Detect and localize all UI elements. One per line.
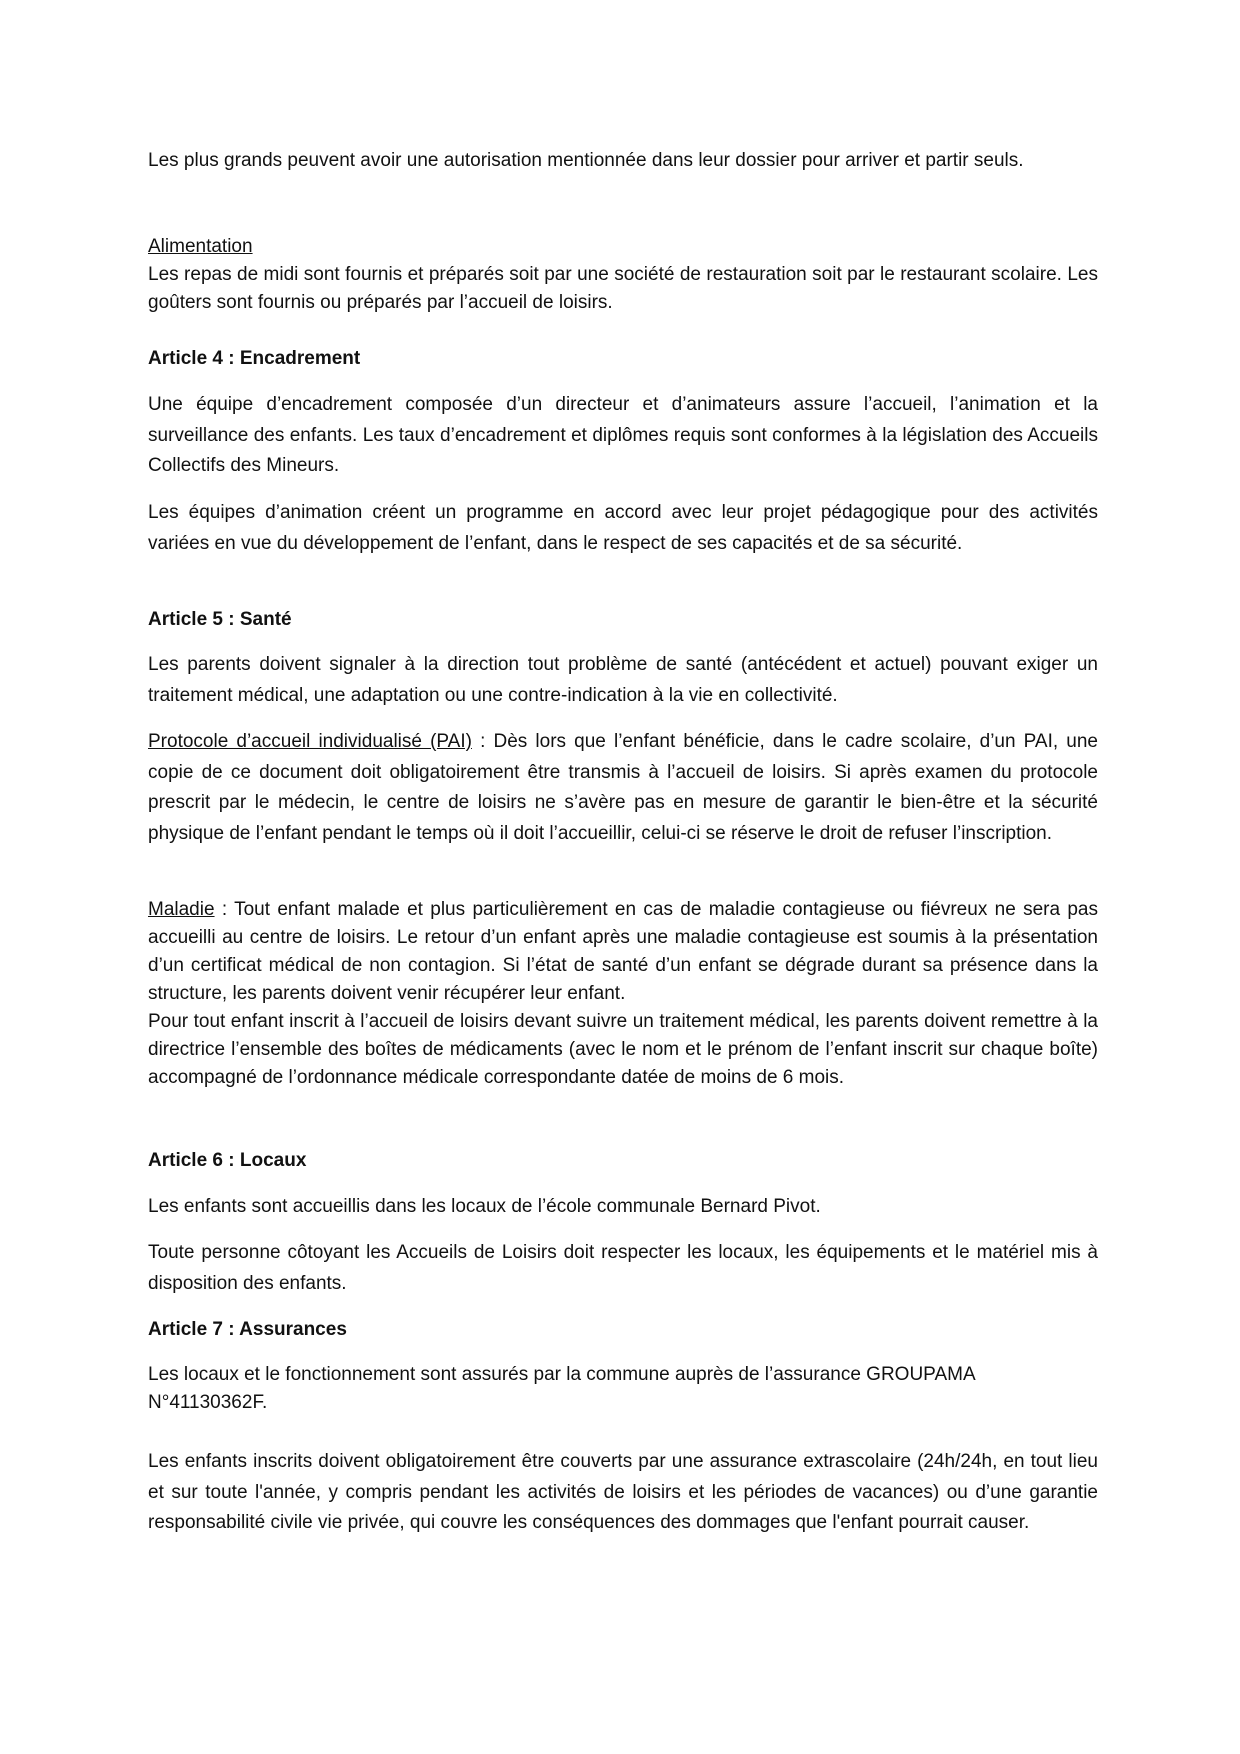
alimentation-text: Les repas de midi sont fournis et préparés soit par une société de restauration soit par le restaurant scolaire. Les goûters sont fournis ou préparés par l’accueil de loisirs. <box>148 264 1098 313</box>
article-5-text-1: Les parents doivent signaler à la direction tout problème de santé (antécédent et actuel) pouvant exiger un traitement médical, une adaptation ou une contre-indication à la vie en collectivité. <box>148 654 1098 706</box>
intro-paragraph <box>148 147 1098 175</box>
article-5-paragraph-1 <box>148 650 1098 711</box>
pai-paragraph <box>148 727 1098 849</box>
article-6-title: Article 6 : Locaux <box>148 1150 307 1171</box>
article-7-text-2: Les enfants inscrits doivent obligatoirement être couverts par une assurance extrascolaire (24h/24h, en tout lieu et sur toute l'année, y compris pendant les activités de loisirs et les périodes de vacances) ou d’une garantie responsabilité civile vie privée, qui couvre les conséquences des dommages que l'enfant pourrait causer. <box>148 1451 1098 1533</box>
article-6-paragraph-1 <box>148 1192 1098 1223</box>
intro-text: Les plus grands peuvent avoir une autorisation mentionnée dans leur dossier pour arriver et partir seuls. <box>148 150 1024 171</box>
article-7-paragraph-1 <box>148 1361 1048 1417</box>
article-4-title: Article 4 : Encadrement <box>148 348 361 369</box>
article-7-title: Article 7 : Assurances <box>148 1319 347 1340</box>
pai-label: Protocole d’accueil individualisé (PAI) <box>148 731 472 752</box>
article-7-paragraph-2 <box>148 1447 1098 1539</box>
article-7-text-1: Les locaux et le fonctionnement sont assurés par la commune auprès de l’assurance GROUPAMA N°41130362F. <box>148 1364 975 1413</box>
alimentation-heading: Alimentation <box>148 236 253 257</box>
alimentation-section <box>148 233 1098 317</box>
traitement-text: Pour tout enfant inscrit à l’accueil de loisirs devant suivre un traitement médical, les parents doivent remettre à la directrice l’ensemble des boîtes de médicaments (avec le nom et le prénom de l’enfant inscrit sur chaque boîte) accompagné de l’ordonnance médicale correspondante datée de moins de 6 mois. <box>148 1011 1098 1088</box>
article-6-paragraph-2 <box>148 1238 1098 1299</box>
article-4-text-1: Une équipe d’encadrement composée d’un directeur et d’animateurs assure l’accueil, l’animation et la surveillance des enfants. Les taux d’encadrement et diplômes requis sont conformes à la législation des Accueils Collectifs des Mineurs. <box>148 394 1098 476</box>
article-6-text-1: Les enfants sont accueillis dans les locaux de l’école communale Bernard Pivot. <box>148 1196 821 1217</box>
article-4-paragraph-2 <box>148 498 1098 559</box>
maladie-text: : Tout enfant malade et plus particulièrement en cas de maladie contagieuse ou fiévreux ne sera pas accueilli au centre de loisirs. Le retour d’un enfant après une maladie contagieuse est soumis à la présentation d’un certificat médical de non contagion. Si l’état de santé d’un enfant se dégrade durant sa présence dans la structure, les parents doivent venir récupérer leur enfant. <box>148 899 1098 1004</box>
article-6-text-2: Toute personne côtoyant les Accueils de Loisirs doit respecter les locaux, les équipements et le matériel mis à disposition des enfants. <box>148 1242 1098 1294</box>
article-4-paragraph-1 <box>148 390 1098 482</box>
article-4-text-2: Les équipes d’animation créent un programme en accord avec leur projet pédagogique pour des activités variées en vue du développement de l’enfant, dans le respect de ses capacités et de sa sécurité. <box>148 502 1098 554</box>
maladie-paragraph <box>148 896 1098 1092</box>
pai-text: : Dès lors que l’enfant bénéficie, dans le cadre scolaire, d’un PAI, une copie de ce document doit obligatoirement être transmis à l’accueil de loisirs. Si après examen du protocole prescrit par le médecin, le centre de loisirs ne s’avère pas en mesure de garantir le bien-être et la sécurité physique de l’enfant pendant le temps où il doit l’accueillir, celui-ci se réserve le droit de refuser l’inscription. <box>148 731 1098 844</box>
maladie-label: Maladie <box>148 899 215 920</box>
article-5-title: Article 5 : Santé <box>148 609 292 630</box>
